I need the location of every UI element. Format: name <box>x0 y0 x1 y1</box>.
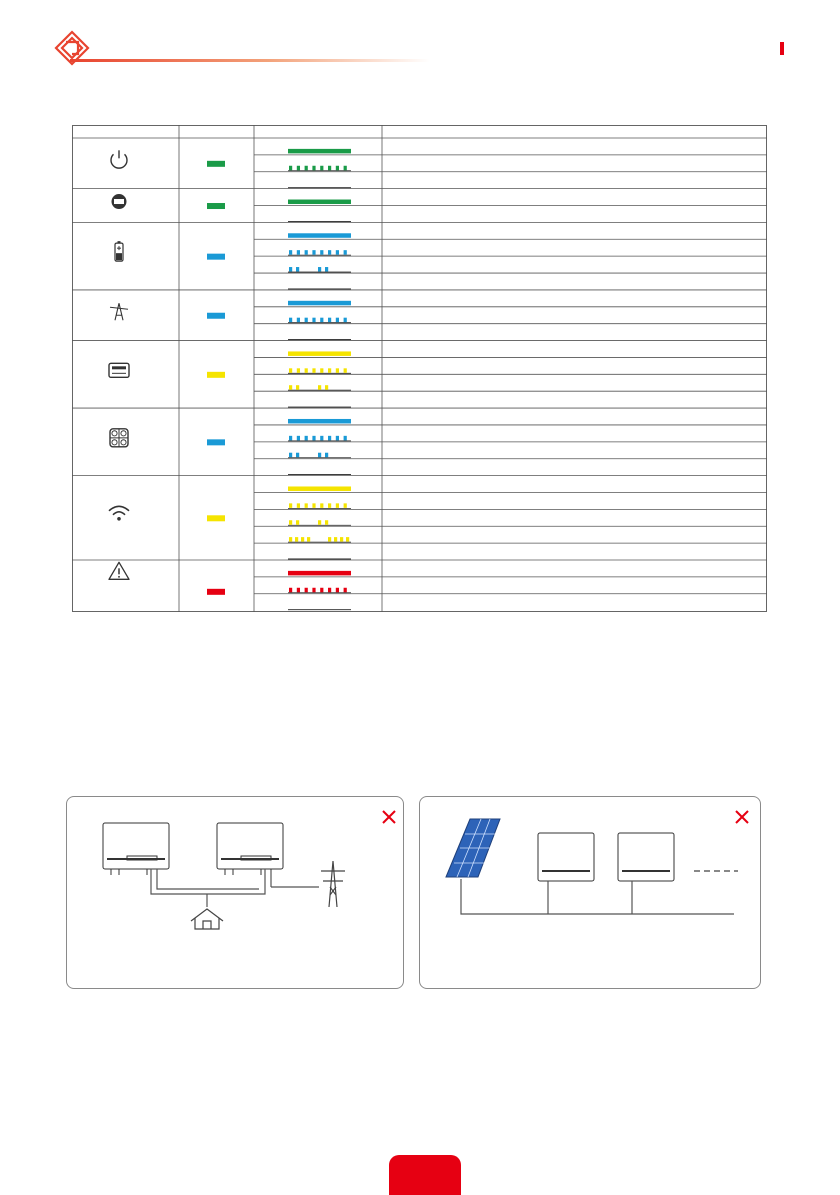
led-state-solid <box>288 233 351 238</box>
led-color-swatch <box>207 203 225 209</box>
diagram-parallel-grid <box>66 796 404 989</box>
solar-panel-icon <box>110 429 128 447</box>
ups-icon <box>112 194 127 209</box>
header-accent-line <box>70 59 430 62</box>
led-state-blinking <box>288 318 351 323</box>
led-color-swatch <box>207 589 225 595</box>
cross-icon <box>736 811 748 823</box>
led-color-swatch <box>207 372 225 378</box>
shared-pv-diagram <box>420 797 760 988</box>
led-state-slow-blinking <box>288 267 351 272</box>
diagram-shared-pv <box>419 796 761 989</box>
house-icon <box>191 909 223 929</box>
led-color-swatch <box>207 254 225 260</box>
led-state-blinking <box>288 166 351 171</box>
led-state-solid <box>288 149 351 154</box>
led-state-solid <box>288 571 351 576</box>
led-color-swatch <box>207 515 225 521</box>
led-state-solid <box>288 200 351 205</box>
page-number-tab <box>389 1155 461 1195</box>
cross-icon <box>383 811 395 823</box>
battery-icon <box>115 241 123 261</box>
led-state-double-blinking <box>288 537 351 542</box>
grid-tower-icon <box>321 861 345 907</box>
solar-panel-icon <box>446 819 500 877</box>
led-state-slow-blinking <box>288 453 351 458</box>
brand-logo-icon <box>52 28 92 68</box>
led-table-grid <box>72 125 767 612</box>
led-state-blinking <box>288 368 351 373</box>
parallel-grid-diagram <box>67 797 403 988</box>
led-state-blinking <box>288 503 351 508</box>
energy-meter-icon <box>109 363 129 377</box>
led-state-solid <box>288 301 351 306</box>
led-indicator-table <box>72 125 767 612</box>
led-state-blinking <box>288 588 351 593</box>
header-page-marker <box>780 42 784 55</box>
led-color-swatch <box>207 439 225 445</box>
led-color-swatch <box>207 313 225 319</box>
led-state-slow-blinking <box>288 385 351 390</box>
led-state-blinking <box>288 250 351 255</box>
grid-tower-icon <box>110 303 128 320</box>
led-color-swatch <box>207 161 225 167</box>
table-border <box>73 126 767 612</box>
led-state-slow-blinking <box>288 520 351 525</box>
wifi-icon <box>109 506 129 520</box>
power-icon <box>111 150 127 168</box>
led-state-solid <box>288 351 351 356</box>
led-state-blinking <box>288 436 351 441</box>
led-state-solid <box>288 419 351 424</box>
warning-icon <box>109 562 129 579</box>
led-state-solid <box>288 486 351 491</box>
